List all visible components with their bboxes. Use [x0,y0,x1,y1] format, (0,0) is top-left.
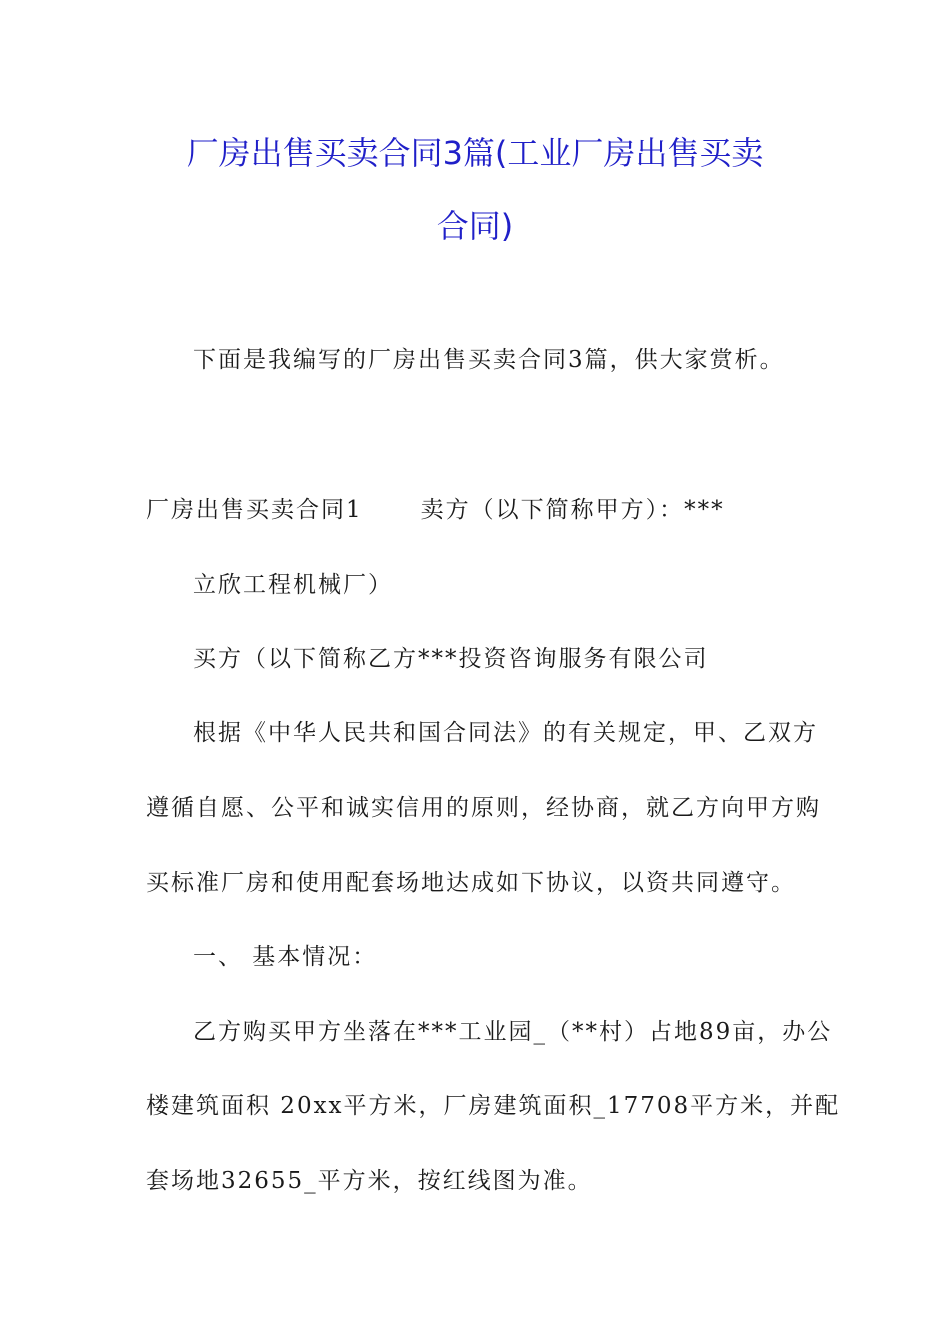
intro-paragraph: 下面是我编写的厂房出售买卖合同3篇，供大家赏析。 [193,347,785,373]
section-1-paragraph-line-2: 楼建筑面积 20xx平方米，厂房建筑面积_17708平方米，并配 [146,1093,841,1119]
document-title-line-1: 厂房出售买卖合同3篇(工业厂房出售买卖 [186,134,764,172]
buyer-line: 买方（以下简称乙方***投资咨询服务有限公司 [193,646,709,672]
section-1-paragraph-line-3: 套场地32655_平方米，按红线图为准。 [146,1168,593,1194]
contract-1-heading: 厂房出售买卖合同1 [146,497,363,523]
document-title-line-2: 合同) [436,207,514,245]
basis-paragraph-line-1: 根据《中华人民共和国合同法》的有关规定，甲、乙双方 [193,720,818,746]
basis-paragraph-line-3: 买标准厂房和使用配套场地达成如下协议，以资共同遵守。 [146,870,796,896]
contract-1-header-line [146,495,725,525]
section-1-heading: 一、 基本情况： [193,944,378,970]
section-1-paragraph-line-1: 乙方购买甲方坐落在***工业园_（**村）占地89亩，办公 [193,1019,833,1045]
seller-name: 立欣工程机械厂） [193,572,393,598]
seller-line: 卖方（以下简称甲方）：*** [420,497,725,523]
basis-paragraph-line-2: 遵循自愿、公平和诚实信用的原则，经协商，就乙方向甲方购 [146,795,821,821]
